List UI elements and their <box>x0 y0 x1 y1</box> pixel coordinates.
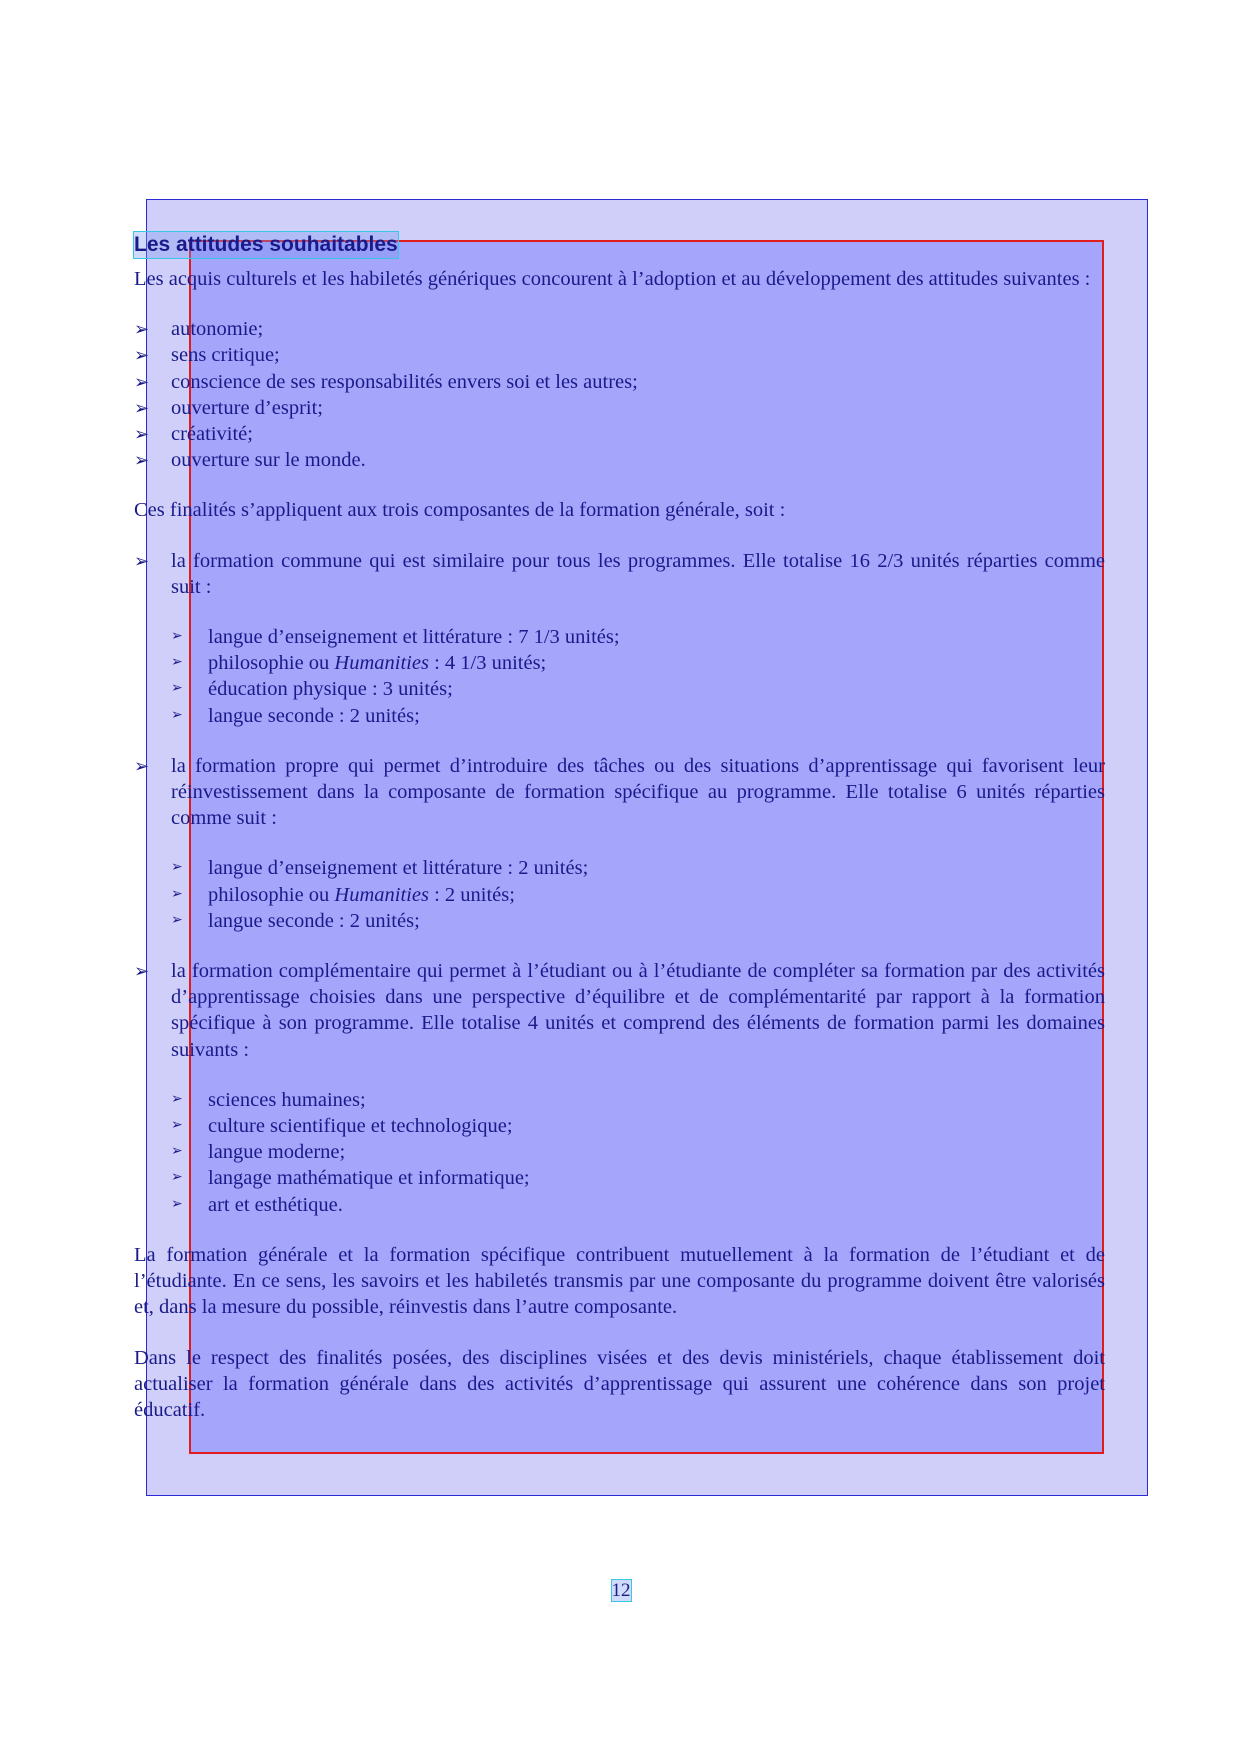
list-item: ➢ langue seconde : 2 unités; <box>134 908 1105 934</box>
list-item: ➢ ouverture d’esprit; <box>134 395 1105 421</box>
paragraph: La formation générale et la formation spécifique contribuent mutuellement à la formation de l’étudiant et de l’étudiante. En ce sens, les savoirs et les habiletés transmis par une composante du programme doivent être valorisés et, dans la mesure du possible, réinvestis dans l’autre composante. <box>134 1243 1105 1319</box>
commune-sublist <box>134 624 1105 729</box>
arrow-bullet-icon: ➢ <box>134 371 150 392</box>
arrow-bullet-icon: ➢ <box>134 345 150 366</box>
attitudes-list <box>134 316 1105 473</box>
list-item: ➢ langue d’enseignement et littérature : 2 unités; <box>134 855 1105 881</box>
composante-commune: ➢ la formation commune qui est similaire pour tous les programmes. Elle totalise 16 2/3 unités réparties comme suit : <box>134 549 1105 598</box>
list-item: ➢ philosophie ou Humanities : 2 unités; <box>134 882 1105 908</box>
arrow-bullet-icon: ➢ <box>134 450 150 471</box>
list-item: ➢ culture scientifique et technologique; <box>134 1113 1105 1139</box>
composantes-list <box>134 548 1105 600</box>
arrow-bullet-icon: ➢ <box>134 319 150 340</box>
finalites-paragraph: Ces finalités s’appliquent aux trois composantes de la formation générale, soit : <box>134 499 786 522</box>
list-item: ➢ conscience de ses responsabilités envers soi et les autres; <box>134 369 1105 395</box>
list-item: ➢ sciences humaines; <box>134 1087 1105 1113</box>
composante-propre: ➢ la formation propre qui permet d’introduire des tâches ou des situations d’apprentissage qui favorisent leur réinvestissement dans la composante de formation spécifique au programme. Elle totalise 6 unités réparties comme suit : <box>134 754 1105 830</box>
arrow-bullet-icon: ➢ <box>171 681 183 697</box>
intro-paragraph: Les acquis culturels et les habiletés génériques concourent à l’adoption et au développement des attitudes suivantes : <box>134 268 1091 290</box>
arrow-bullet-icon: ➢ <box>134 961 150 982</box>
arrow-bullet-icon: ➢ <box>171 912 183 928</box>
list-item: ➢ ouverture sur le monde. <box>134 447 1105 473</box>
arrow-bullet-icon: ➢ <box>171 1196 183 1212</box>
list-item: ➢ art et esthétique. <box>134 1192 1105 1218</box>
list-item: ➢ langue moderne; <box>134 1139 1105 1165</box>
composante-complementaire: ➢ la formation complémentaire qui permet à l’étudiant ou à l’étudiante de compléter sa formation par des activités d’apprentissage choisies dans une perspective d’équilibre et de complémentarité par rapport à la formation spécifique à son programme. Elle totalise 4 unités et comprend des éléments de formation parmi les domaines suivants : <box>134 960 1105 1061</box>
document-body <box>134 232 1105 1423</box>
arrow-bullet-icon: ➢ <box>134 755 150 776</box>
arrow-bullet-icon: ➢ <box>171 1118 183 1134</box>
list-item: ➢ éducation physique : 3 unités; <box>134 676 1105 702</box>
list-item: ➢ langage mathématique et informatique; <box>134 1165 1105 1191</box>
propre-sublist <box>134 855 1105 934</box>
list-item: ➢ sens critique; <box>134 342 1105 368</box>
list-item: ➢ philosophie ou Humanities : 4 1/3 unités; <box>134 650 1105 676</box>
paragraph: Dans le respect des finalités posées, des disciplines visées et des devis ministériels, chaque établissement doit actualiser la formation générale dans des activités d’apprentissage qui assurent une cohérence dans son projet éducatif. <box>134 1346 1105 1421</box>
page-number: 12 <box>611 1580 631 1601</box>
list-item: ➢ créativité; <box>134 421 1105 447</box>
arrow-bullet-icon: ➢ <box>134 397 150 418</box>
section-heading: Les attitudes souhaitables <box>134 233 398 256</box>
arrow-bullet-icon: ➢ <box>171 1144 183 1160</box>
list-item: ➢ langue seconde : 2 unités; <box>134 703 1105 729</box>
composantes-list <box>134 753 1105 832</box>
arrow-bullet-icon: ➢ <box>171 886 183 902</box>
list-item: ➢ langue d’enseignement et littérature : 7 1/3 unités; <box>134 624 1105 650</box>
composantes-list <box>134 958 1105 1063</box>
arrow-bullet-icon: ➢ <box>171 629 183 645</box>
list-item: ➢ autonomie; <box>134 316 1105 342</box>
arrow-bullet-icon: ➢ <box>171 655 183 671</box>
arrow-bullet-icon: ➢ <box>171 707 183 723</box>
arrow-bullet-icon: ➢ <box>134 424 150 445</box>
arrow-bullet-icon: ➢ <box>171 1170 183 1186</box>
complementaire-sublist <box>134 1087 1105 1218</box>
arrow-bullet-icon: ➢ <box>171 1091 183 1107</box>
arrow-bullet-icon: ➢ <box>171 860 183 876</box>
arrow-bullet-icon: ➢ <box>134 550 150 571</box>
